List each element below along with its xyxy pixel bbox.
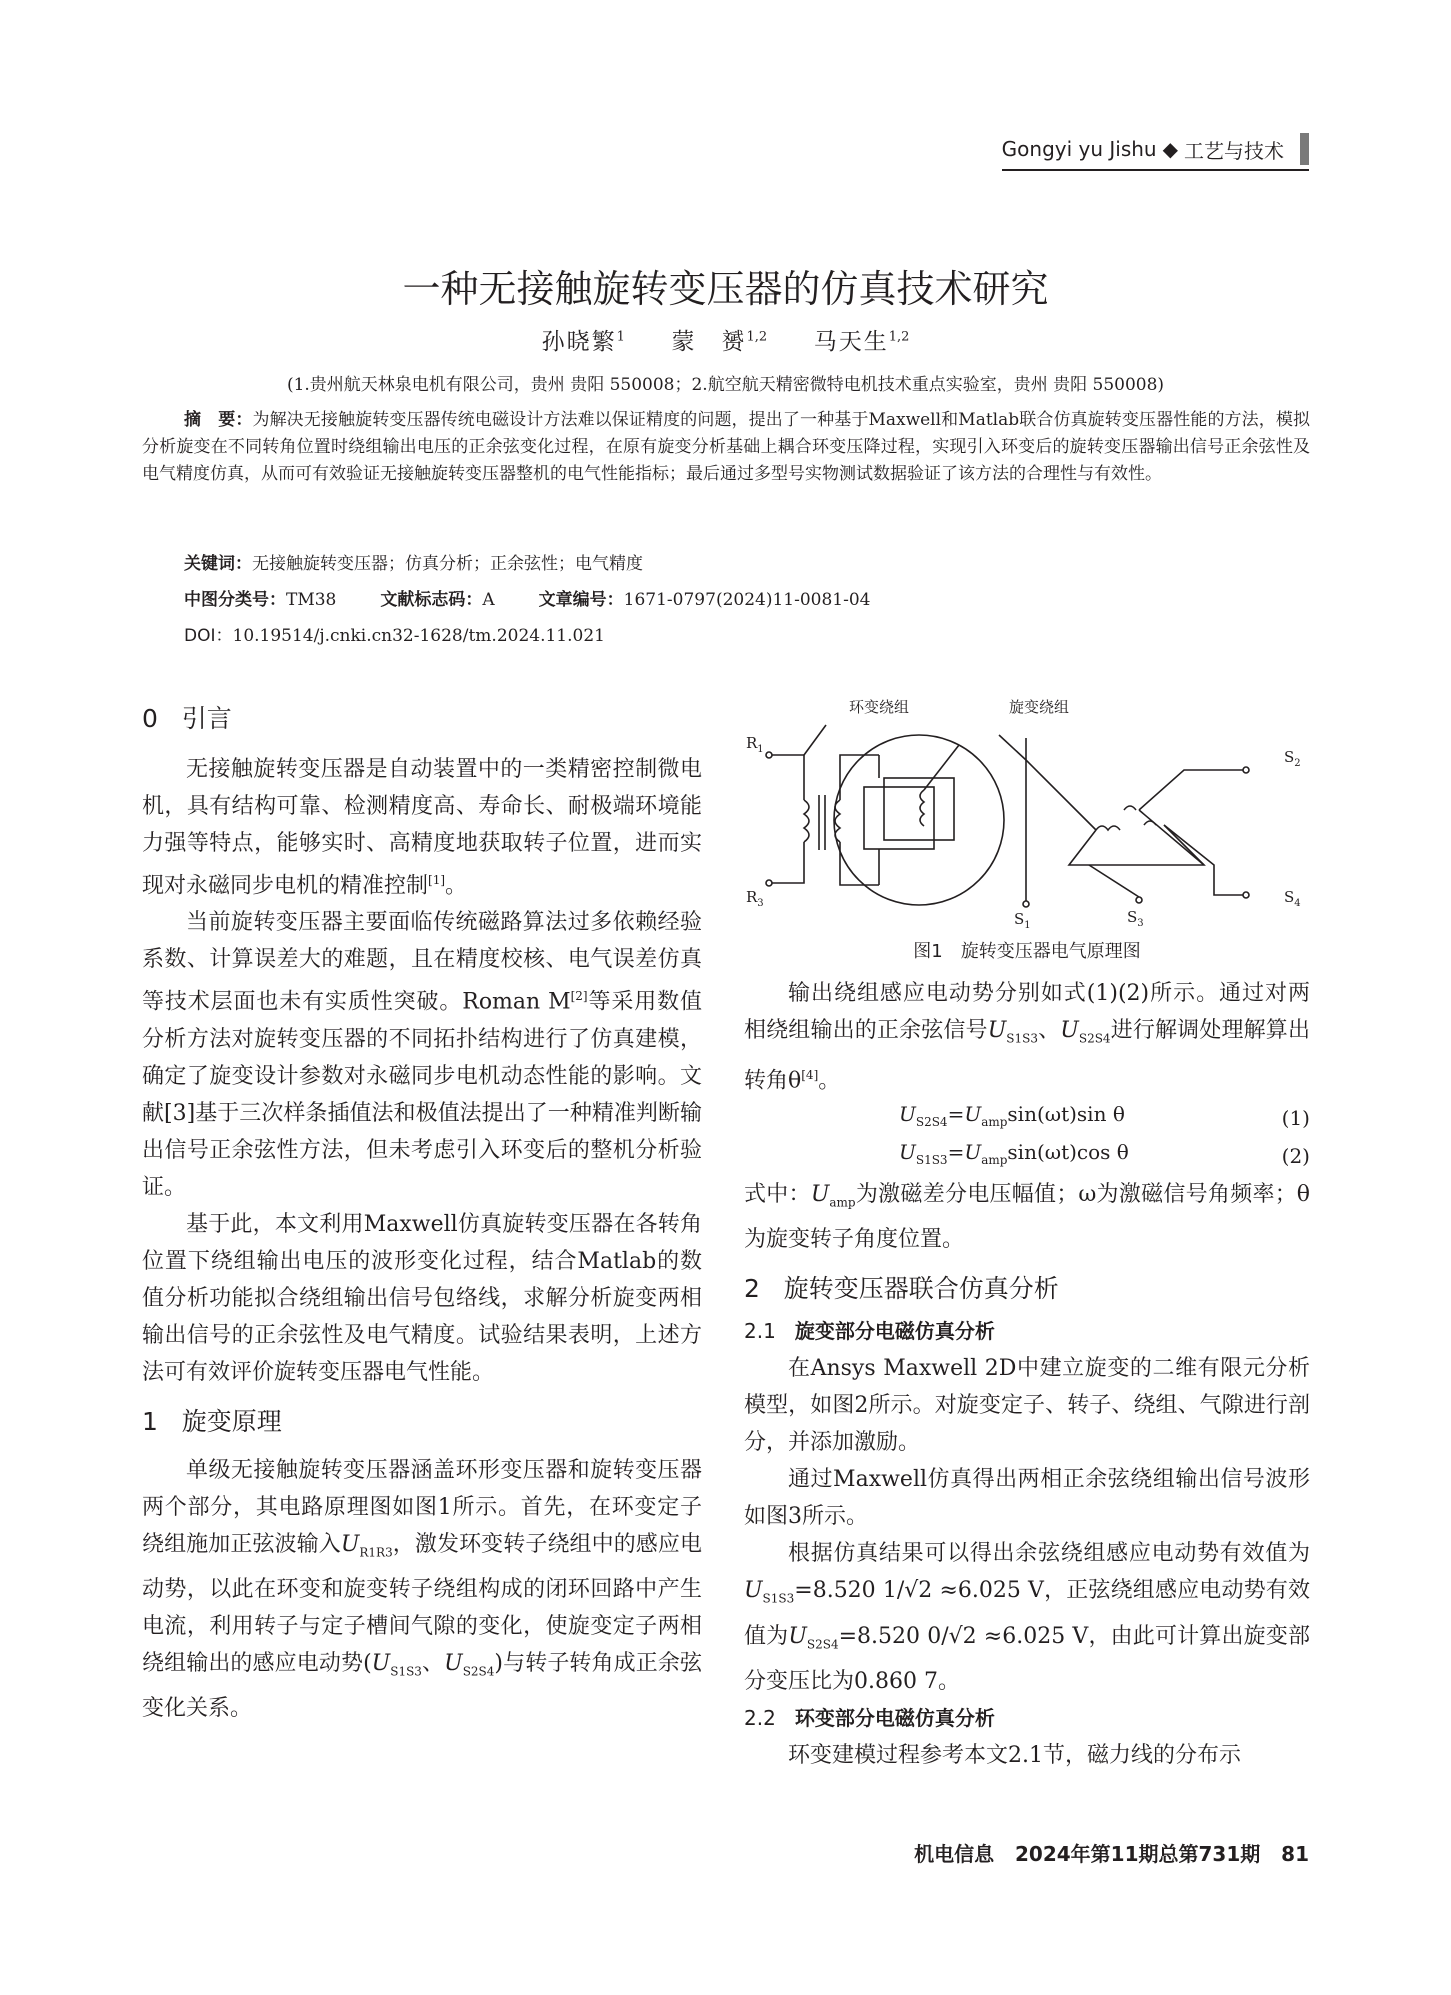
paper-title: 一种无接触旋转变压器的仿真技术研究 (402, 267, 1049, 311)
author-aff: 1,2 (746, 329, 768, 345)
section-2-2-heading: 2.2 环变部分电磁仿真分析 (744, 1705, 995, 1730)
paragraph: 当前旋转变压器主要面临传统磁路算法过多依赖经验系数、计算误差大的难题，且在精度校核、电气误差仿真等技术层面也未有实质性突破。Roman M[2]等采用数值分析方法对旋转变压器的不同拓扑结构进行了仿真建模，确定了旋变设计参数对永磁同步电机动态性能的影响。文献[3]基于三次样条插值法和极值法提出了一种精准判断输出信号正余弦性方法，但未考虑引入环变后的整机分析验证。 (142, 910, 702, 1200)
section-0-heading: 0 引言 (142, 704, 232, 733)
equation-number: (2) (1281, 1144, 1310, 1169)
article-no-value: 1671-0797(2024)11-0081-04 (623, 590, 871, 610)
article-no-label: 文章编号： (538, 590, 624, 610)
author-aff: 1,2 (888, 329, 910, 345)
paragraph: 根据仿真结果可以得出余弦绕组感应电动势有效值为$U_{S1S3}=8.520$ 1/√2 ≈6.025 V，正弦绕组感应电动势有效值为$U_{S2S4}=8.520$ 0/√2 ≈6.025 V，由此可计算出旋变部分变压比为0.860 7。 (744, 1541, 1310, 1694)
clc-label: 中图分类号： (184, 590, 286, 610)
header-pinyin: Gongyi yu Jishu (1001, 137, 1157, 161)
terminal-s3 (1136, 897, 1142, 903)
page-footer (914, 1838, 1309, 1867)
keywords-text: 无接触旋转变压器；仿真分析；正余弦性；电气精度 (252, 554, 643, 574)
terminal-r1 (766, 752, 772, 758)
right-column (744, 975, 1310, 1774)
label-s2: $S_2$ (1284, 748, 1301, 769)
abstract-text: 为解决无接触旋转变压器传统电磁设计方法难以保证精度的问题，提出了一种基于Maxwell和Matlab联合仿真旋转变压器性能的方法，模拟分析旋变在不同转角位置时绕组输出电压的正余弦变化过程，在原有旋变分析基础上耦合环变压降过程，实现引入环变后的旋转变压器输出信号正余弦性及电气精度仿真，从而可有效验证无接触旋转变压器整机的电气性能指标；最后通过多型号实物测试数据验证了该方法的合理性与有效性。 (142, 410, 1310, 484)
paragraph: 式中：$U_{amp}$为激磁差分电压幅值；ω为激磁信号角频率；θ为旋变转子角度位置。 (744, 1181, 1310, 1253)
author-name: 马天生 (813, 329, 889, 355)
equation-1: $U_{S2S4}=U_{amp}\sin(\omega t)\sin$ θ (1) (744, 1100, 1310, 1138)
doi-value: 10.19514/j.cnki.cn32-1628/tm.2024.11.021 (232, 626, 605, 646)
terminal-s4 (1243, 892, 1249, 898)
label-s1: $S_1$ (1014, 910, 1031, 931)
keywords (184, 551, 1352, 578)
terminal-s1 (1023, 901, 1029, 907)
paragraph: 通过Maxwell仿真得出两相正余弦绕组输出信号波形如图3所示。 (744, 1467, 1310, 1530)
paragraph: 在Ansys Maxwell 2D中建立旋变的二维有限元分析模型，如图2所示。对旋变定子、转子、绕组、气隙进行剖分，并添加激励。 (744, 1356, 1310, 1456)
figure-1-caption: 图1 旋转变压器电气原理图 (913, 941, 1141, 962)
resolver-circle (834, 735, 1004, 905)
equation-number: (1) (1281, 1106, 1310, 1131)
section-1-heading: 1 旋变原理 (142, 1406, 282, 1436)
author-line (0, 323, 1451, 356)
author-aff: 1 (616, 329, 625, 345)
affiliation: (1.贵州航天林泉电机有限公司，贵州 贵阳 550008；2.航空航天精密微特电机技术重点实验室，贵州 贵阳 550008) (286, 375, 1165, 395)
section-2-heading: 2 旋转变压器联合仿真分析 (744, 1274, 1059, 1304)
clc-value: TM38 (286, 590, 337, 610)
label-r1: $R_1$ (746, 734, 764, 755)
label-huanbian: 环变绕组 (849, 698, 910, 716)
header-bar-icon (1300, 133, 1309, 165)
label-xuanbian: 旋变绕组 (1009, 698, 1070, 716)
doc-code-label: 文献标志码： (380, 590, 483, 610)
keywords-label: 关键词： (184, 554, 252, 574)
citation: [4] (801, 1068, 819, 1083)
abstract (142, 407, 1310, 488)
doc-code-value: A (482, 590, 495, 610)
author-name: 孙晓繁 (541, 329, 617, 355)
doi-label: DOI： (184, 626, 233, 646)
figure-1-circuit-diagram (744, 690, 1310, 931)
diamond-icon: ◆ (1162, 137, 1178, 161)
paragraph: 无接触旋转变压器是自动装置中的一类精密控制微电机，具有结构可靠、检测精度高、寿命长、耐极端环境能力强等特点，能够实时、高精度地获取转子位置，进而实现对永磁同步电机的精准控制[1]。 (142, 757, 702, 899)
abstract-label: 摘 要： (184, 410, 253, 430)
citation: [1] (428, 873, 446, 887)
label-s3: $S_3$ (1127, 908, 1144, 929)
citation: [2] (570, 989, 588, 1004)
paragraph: 输出绕组感应电动势分别如式(1)(2)所示。通过对两相绕组输出的正余弦信号$U_{S1S3}$、$U_{S2S4}$进行解调处理解算出转角θ[4]。 (744, 981, 1310, 1094)
classification-line (184, 587, 1352, 614)
running-header (1002, 133, 1309, 165)
equation-2: $U_{S1S3}=U_{amp}\sin(\omega t)\cos$ θ (2) (744, 1138, 1310, 1176)
doi-line (184, 623, 1352, 650)
label-r3: $R_3$ (746, 888, 764, 909)
author-name: 蒙 赟 (671, 329, 747, 355)
left-column (142, 700, 702, 1727)
primary-coil (804, 800, 809, 842)
footer-issue: 2024年第11期总第731期 (1015, 1842, 1261, 1866)
section-2-1-heading: 2.1 旋变部分电磁仿真分析 (744, 1319, 995, 1344)
page-number: 81 (1281, 1842, 1309, 1866)
terminal-s2 (1243, 767, 1249, 773)
footer-journal: 机电信息 (914, 1842, 995, 1866)
terminal-r3 (766, 880, 772, 886)
paragraph: 基于此，本文利用Maxwell仿真旋转变压器在各转角位置下绕组输出电压的波形变化过程，结合Matlab的数值分析功能拟合绕组输出信号包络线，求解分析旋变两相输出信号的正余弦性及电气精度。试验结果表明，上述方法可有效评价旋转变压器电气性能。 (142, 1211, 702, 1385)
label-s4: $S_4$ (1284, 888, 1301, 909)
paragraph: 环变建模过程参考本文2.1节，磁力线的分布示 (788, 1742, 1241, 1768)
header-rule (1002, 169, 1309, 171)
header-section: 工艺与技术 (1184, 138, 1284, 163)
paragraph: 单级无接触旋转变压器涵盖环形变压器和旋转变压器两个部分，其电路原理图如图1所示。首先，在环变定子绕组施加正弦波输入$U_{R1R3}$，激发环变转子绕组中的感应电动势，以此在环变和旋变转子绕组构成的闭环回路中产生电流，利用转子与定子槽间气隙的变化，使旋变定子两相绕组输出的感应电动势($U_{S1S3}$、$U_{S2S4}$)与转子转角成正余弦变化关系。 (142, 1457, 702, 1722)
